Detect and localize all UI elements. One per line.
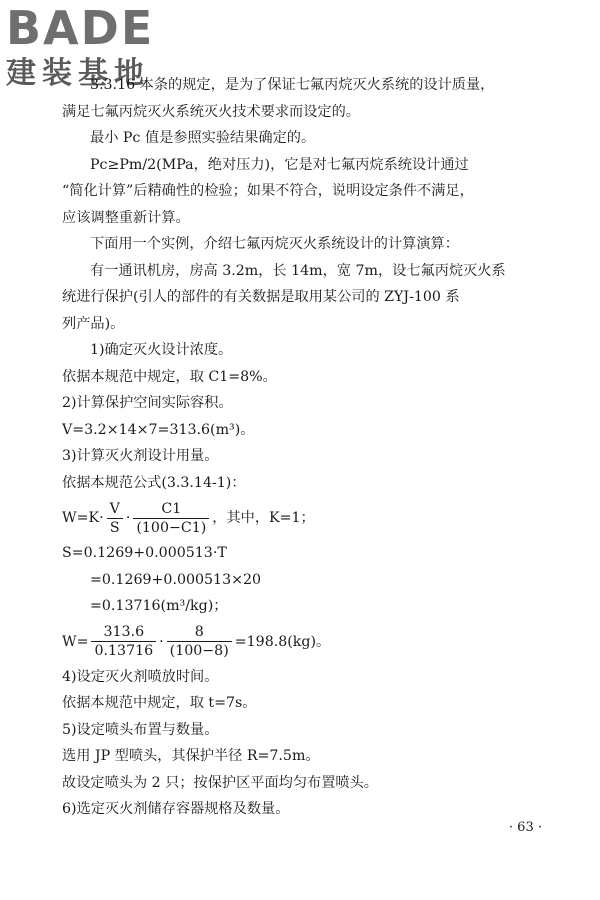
paragraph-line: 应该调整重新计算。 <box>62 209 190 226</box>
fraction-numerator: 313.6 <box>91 623 156 642</box>
fraction-numerator: C1 <box>133 500 209 519</box>
formula-part: W=K· <box>62 510 104 526</box>
paragraph-line: 列产品)。 <box>62 315 125 332</box>
formula-part: ，其中，K=1； <box>212 510 315 526</box>
formula-w-result <box>62 620 560 664</box>
step-heading: 6)选定灭火剂储存容器规格及数量。 <box>62 801 290 817</box>
formula-part: W= <box>62 633 89 650</box>
formula-line: V=3.2×14×7=313.6(m³)。 <box>62 421 255 438</box>
paragraph-line: 满足七氟丙烷灭火系统灭火技术要求而设定的。 <box>62 103 360 120</box>
fraction-volume-over-s <box>91 623 156 660</box>
step-heading: 1)确定灭火设计浓度。 <box>90 342 233 358</box>
paragraph-line: 依据本规范公式(3.3.14-1)： <box>62 474 246 491</box>
fraction-v-over-s <box>107 500 123 537</box>
fraction-numerator: 8 <box>167 623 232 642</box>
fraction-denominator: S <box>109 519 120 536</box>
paragraph-line: “简化计算”后精确性的检验；如果不符合，说明设定条件不满足， <box>62 183 474 199</box>
paragraph-line: 故设定喷头为 2 只；按保护区平面均匀布置喷头。 <box>62 774 378 791</box>
formula-w <box>62 496 560 540</box>
paragraph-line: 选用 JP 型喷头，其保护半径 R=7.5m。 <box>62 748 320 764</box>
paragraph-line: 依据本规范中规定，取 t=7s。 <box>62 695 257 711</box>
page-number: · 63 · <box>508 820 542 835</box>
paragraph-line: 最小 Pc 值是参照实验结果确定的。 <box>90 130 316 146</box>
fraction-concentration <box>133 500 209 537</box>
fraction-eight <box>167 623 232 660</box>
step-heading: 5)设定喷头布置与数量。 <box>62 721 219 738</box>
paragraph-line: 有一通讯机房，房高 3.2m，长 14m，宽 7m，设七氟丙烷灭火系 <box>90 262 506 279</box>
step-heading: 4)设定灭火剂喷放时间。 <box>62 668 219 685</box>
formula-part: · <box>125 510 131 526</box>
paragraph-line: 依据本规范中规定，取 C1=8%。 <box>62 368 277 385</box>
paragraph-line: Pc≥Pm/2(MPa，绝对压力)，它是对七氟丙烷系统设计通过 <box>90 156 469 173</box>
formula-line: =0.13716(m³/kg)； <box>90 598 228 614</box>
page-body <box>62 72 560 823</box>
paragraph-line: 3.3.16 本条的规定，是为了保证七氟丙烷灭火系统的设计质量， <box>90 77 495 93</box>
fraction-denominator: (100−8) <box>169 643 229 659</box>
fraction-denominator: (100−C1) <box>136 519 207 536</box>
fraction-numerator: V <box>107 500 123 519</box>
step-heading: 2)计算保护空间实际容积。 <box>62 395 233 411</box>
paragraph-line: 统进行保护(引人的部件的有关数据是取用某公司的 ZYJ-100 系 <box>62 289 460 305</box>
formula-part: =198.8(kg)。 <box>234 633 331 650</box>
step-heading: 3)计算灭火剂设计用量。 <box>62 448 219 464</box>
logo-chinese-text: 建装基地 <box>6 56 150 91</box>
formula-line: S=0.1269+0.000513·T <box>62 545 227 561</box>
logo-wordmark: BADE <box>6 1 155 55</box>
formula-part: · <box>159 633 164 650</box>
formula-line: =0.1269+0.000513×20 <box>90 571 262 588</box>
fraction-denominator: 0.13716 <box>94 643 154 659</box>
paragraph-line: 下面用一个实例，介绍七氟丙烷灭火系统设计的计算演算： <box>90 236 459 252</box>
